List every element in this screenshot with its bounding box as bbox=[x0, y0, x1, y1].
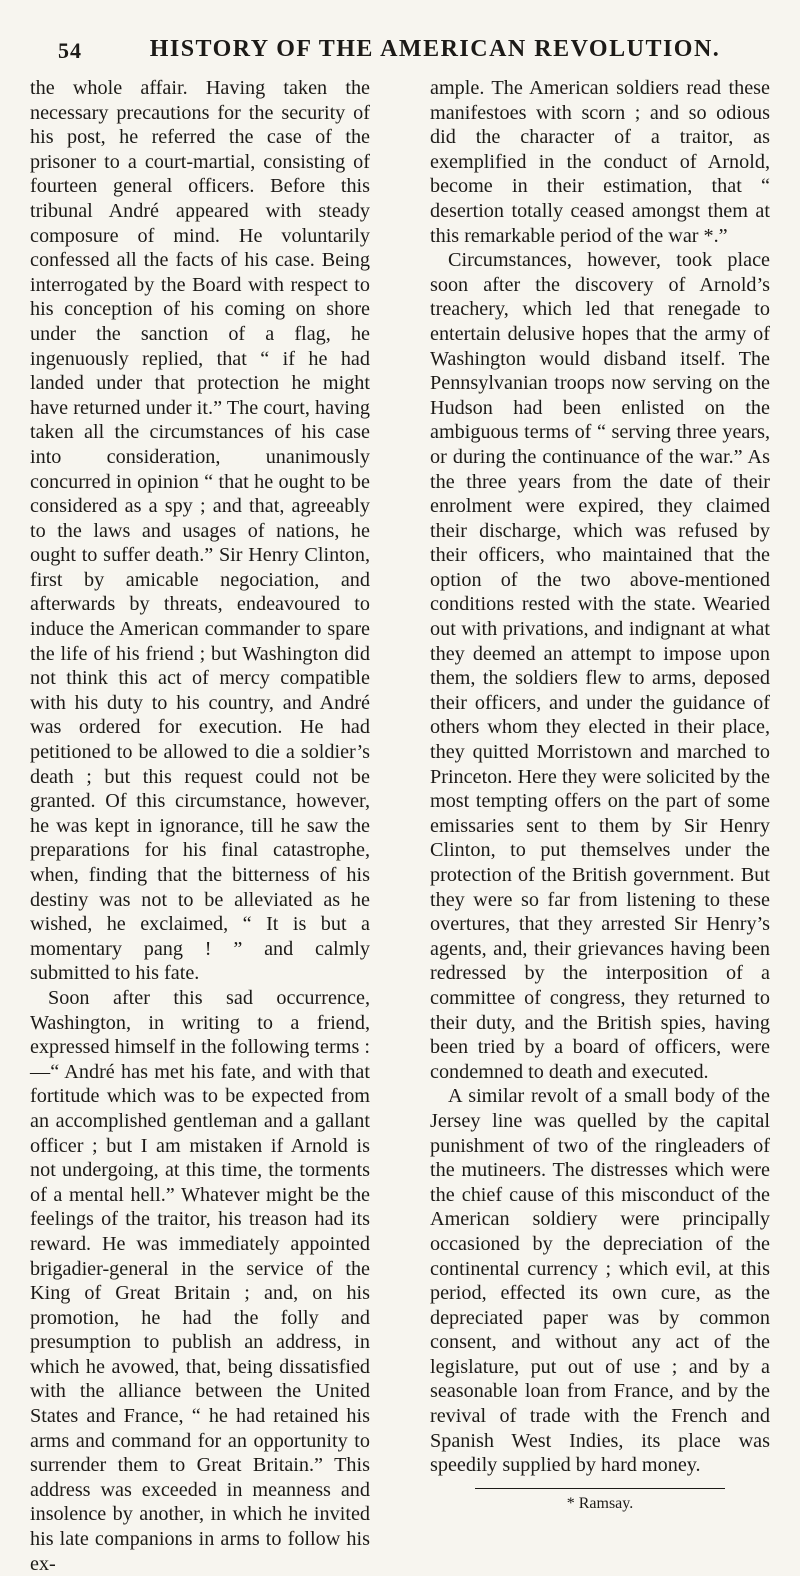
page-number: 54 bbox=[58, 38, 82, 63]
left-column bbox=[30, 76, 370, 1576]
text-columns bbox=[30, 76, 770, 1576]
right-column bbox=[430, 76, 770, 1576]
footnote: * Ramsay. bbox=[566, 1494, 634, 1512]
footnote-divider bbox=[475, 1488, 725, 1489]
right-paragraph-3: A similar revolt of a small body of the Jersey line was quelled by the capital punishment of two of the ringleaders of the mutineers. The distresses which were the chief cause of this misconduct of the American soldiery were principally occasioned by the depreciation of the continental currency ; which evil, at this period, effected its own cure, as the depreciated paper was by common consent, and without any act of the legislature, put out of use ; and by a seasonable loan from France, and by the revival of trade with the French and Spanish West Indies, its place was speedily supplied by hard money. bbox=[430, 1085, 770, 1477]
running-title: HISTORY OF THE AMERICAN REVOLUTION. bbox=[149, 36, 721, 62]
book-page bbox=[30, 26, 770, 1575]
right-paragraph-1: ample. The American soldiers read these manifestoes with scorn ; and so odious did the character of a traitor, as exemplified in the conduct of Arnold, become in their estimation, that “ desertion totally ceased amongst them at this remarkable period of the war *.” bbox=[430, 77, 770, 247]
left-paragraph-2: Soon after this sad occurrence, Washington, in writing to a friend, expressed himself in the following terms :—“ André has met his fate, and with that fortitude which was to be expected from an accomplished gentleman and a gallant officer ; but I am mistaken if Arnold is not undergoing, at this time, the torments of a mental hell.” Whatever might be the feelings of the traitor, his treason had its reward. He was immediately appointed brigadier-general in the service of the King of Great Britain ; and, on his promotion, he had the folly and presumption to publish an address, in which he avowed, that, being dissatisfied with the alliance between the United States and France, “ he had retained his arms and command for an opportunity to surrender them to Great Britain.” This address was exceeded in meanness and insolence by another, in which he invited his late companions in arms to follow his ex- bbox=[30, 986, 370, 1575]
right-paragraph-2: Circumstances, however, took place soon after the discovery of Arnold’s treachery, which led that renegade to entertain delusive hopes that the army of Washington would disband itself. The Pennsylvanian troops now serving on the Hudson had been enlisted on the ambiguous terms of “ serving three years, or during the continuance of the war.” As the three years from the date of their enrolment were expired, they claimed their discharge, which was refused by their officers, who maintained that the option of the two above-mentioned conditions rested with the state. Wearied out with privations, and indignant at what they deemed an attempt to impose upon them, the soldiers flew to arms, deposed their officers, and under the guidance of others whom they elected in their place, they quitted Morristown and marched to Princeton. Here they were solicited by the most tempting offers on the part of some emissaries sent to them by Sir Henry Clinton, to put themselves under the protection of the British government. But they were so far from listening to these overtures, that they arrested Sir Henry’s agents, and, their grievances having been redressed by the interposition of a committee of congress, they returned to their duty, and the British spies, having been tried by a board of officers, were condemned to death and executed. bbox=[430, 249, 770, 1083]
page-header bbox=[30, 26, 770, 66]
left-paragraph-1: the whole affair. Having taken the necessary precautions for the security of his post, he referred the case of the prisoner to a court-martial, consisting of fourteen general officers. Before this tribunal André appeared with steady composure of mind. He voluntarily confessed all the facts of his case. Being interrogated by the Board with respect to his conception of his coming on shore under the sanction of a flag, he ingenuously replied, that “ if he had landed under that protection he might have returned under it.” The court, having taken all the circumstances of his case into consideration, unanimously concurred in opinion “ that he ought to be considered as a spy ; and that, agreeably to the laws and usages of nations, he ought to suffer death.” Sir Henry Clinton, first by amicable negociation, and afterwards by threats, endeavoured to induce the American commander to spare the life of his friend ; but Washington did not think this act of mercy compatible with his duty to his country, and André was ordered for execution. He had petitioned to be allowed to die a soldier’s death ; but this request could not be granted. Of this circumstance, however, he was kept in ignorance, till he saw the preparations for his final catastrophe, when, finding that the bitterness of his destiny was not to be alleviated as he wished, he exclaimed, “ It is but a momentary pang ! ” and calmly submitted to his fate. bbox=[30, 77, 370, 985]
